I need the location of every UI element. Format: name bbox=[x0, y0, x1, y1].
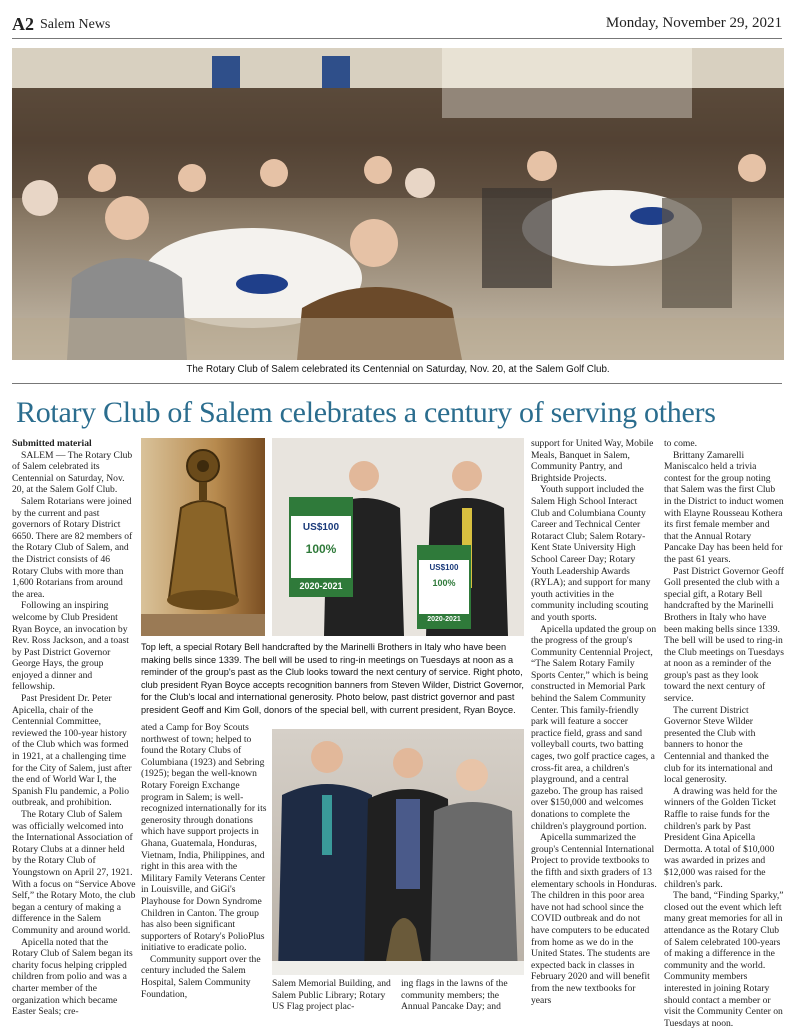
banquet-photo-art bbox=[12, 48, 784, 360]
article-paragraph: Past President Dr. Peter Apicella, chair of the Centennial Committee, reviewed the 100-year history of the Club which was formed in 1921, at a challenging time for the City of Salem, just after the end of World War I, the Spanish Flu pandemic, a Polio outbreak, and prohibition. bbox=[12, 693, 132, 809]
article-paragraph: Brittany Zamarelli Maniscalco held a trivia contest for the group noting that Salem was the first Club in the District to induct women with Elayne Rousseau Kothera its first female member and that the Annual Rotary Pancake Day has been held for the past 61 years. bbox=[664, 449, 784, 565]
article-paragraph: Community support over the century included the Salem Hospital, Salem Community Foundation, bbox=[141, 953, 261, 1000]
article-paragraph: SALEM — The Rotary Club of Salem celebrated its Centennial on Saturday, Nov. 20, at the Salem Golf Club. bbox=[12, 449, 133, 496]
article-column-6 bbox=[664, 438, 784, 1029]
article-paragraph: Past District Governor Geoff Goll presented the club with a special gift, a Rotary Bell handcrafted by the Marinelli Brothers in Italy who have been making bells since 1339. The bell will be used to ring-in the Club meetings on Tuesdays at noon as a reminder of the group's past as they look toward the next century of service. bbox=[664, 565, 784, 705]
page-number: A2 bbox=[12, 14, 34, 34]
article-column-5 bbox=[531, 438, 657, 1006]
banner-right-amount: US$100 bbox=[429, 563, 459, 572]
banner-presentation-art bbox=[272, 438, 524, 636]
article-column-3 bbox=[272, 978, 398, 1013]
goll-boyce-art bbox=[272, 729, 524, 975]
banner-right-years: 2020-2021 bbox=[427, 616, 461, 623]
article-column-2 bbox=[141, 722, 267, 1000]
article-paragraph: The current District Governor Steve Wilder presented the Club with banners to honor the Centennial and thanked the club for its international and local generosity. bbox=[664, 704, 773, 786]
banner-left-years: 2020-2021 bbox=[299, 581, 343, 591]
issue-date: Monday, November 29, 2021 bbox=[605, 15, 782, 31]
top-photo-caption: The Rotary Club of Salem celebrated its Centennial on Saturday, Nov. 20, at the Salem Golf Club. bbox=[186, 364, 610, 375]
article-paragraph: Following an inspiring welcome by Club President Ryan Boyce, an invocation by Rev. Ross Jackson, and a toast by Past District Governor George Hays, the group enjoyed a dinner and fellowship. bbox=[12, 600, 129, 693]
banner-left-percent: 100% bbox=[305, 542, 337, 556]
article-paragraph: to come. bbox=[664, 438, 698, 449]
article-paragraph: support for United Way, Mobile Meals, Banquet in Salem, Community Pantry, and Brightside Projects. bbox=[531, 438, 654, 484]
article-paragraph: ated a Camp for Boy Scouts northwest of town; helped to found the Rotary Clubs of Columbiana (1923) and Sebring (1925); began the well-known Rotary Foreign Exchange program in Salem; is well-recognized internationally for its generosity through donations which have support projects in Ghana, Guatemala, Honduras, Vietnam, India, Philippines, and right in this area with the Military Family Veterans Center in Louisville, and GiGi's Playhouse for Down Syndrome Children in Canton. The group has also been significant supporters of Rotary's PolioPlus initiative to eradicate polio. bbox=[141, 722, 267, 954]
article-paragraph: The Rotary Club of Salem was officially welcomed into the International Association of Rotary Clubs at a dinner held by the Rotary Club of Youngstown on April 27, 1921. With a focus on “Service Above Self,” the Rotary Moto, the club began a century of making a difference in the Salem Community and around world. bbox=[12, 809, 136, 936]
article-column-4 bbox=[401, 978, 525, 1013]
article-paragraph: ing flags in the lawns of the community members; the Annual Pancake Day; and bbox=[401, 978, 508, 1013]
masthead-rule bbox=[12, 38, 782, 39]
photo-caption: Top left, a special Rotary Bell handcrafted by the Marinelli Brothers in Italy who have been making bells since 1339. The bell will be used to ring-in meetings on Tuesdays at noon as a reminder of the group's past as the Club looks toward the next century of service. Right photo, club president Ryan Boyce accepts recognition banners from Steven Wilder, District Governor, for the Club's local and international generosity. Photo below, past district governor and past president Geoff and Kim Goll, donors of the special bell, with current president, Ryan Boyce. bbox=[141, 642, 524, 715]
banner-left-amount: US$100 bbox=[302, 522, 340, 533]
article-paragraph: A drawing was held for the winners of the Golden Ticket Raffle to raise funds for the children's park by Past President Gina Apicella Dermotta. A total of $10,000 was awarded in prizes and $12,000 was raised for the children's park. bbox=[664, 785, 778, 890]
publication-name: Salem News bbox=[40, 17, 111, 32]
banner-right-percent: 100% bbox=[432, 578, 456, 588]
article-paragraph: Apicella summarized the group's Centennial International Project to provide textbooks to the fifth and sixth graders of 13 elementary schools in Honduras. The children in this poor area have not had school since the COVID outbreak and do not have computers to be educated from home as we do in the United States. The students are expected back in classes in February 2020 and will benefit from the new textbooks for years bbox=[531, 832, 657, 1006]
goll-boyce-photo bbox=[272, 729, 524, 975]
article-paragraph: Apicella updated the group on the progress of the group's Community Centennial Project, “The Salem Rotary Family Sports Center,” which is being constructed in Memorial Park behind the Salem Community Center. This family-friendly park will feature a soccer practice field, grass and sand volleyball courts, two batting cages, two golf practice cages, a cross-fit area, a children's playground, and a central gazebo. The group has raised over $150,000 and welcomes donations to complete the children's playground portion. bbox=[531, 623, 657, 832]
article-paragraph: Youth support included the Salem High School Interact Club and Columbiana County Career and Technical Center Rotaract Club; Salem Rotary-Kent State University High School Career Day; Rotary Youth Leadership Awards (RYLA); and support for many youth activities in the community including scouting and youth sports. bbox=[531, 484, 651, 623]
article-column-1 bbox=[12, 438, 136, 1018]
article-paragraph: Apicella noted that the Rotary Club of Salem began its charity focus helping crippled children from polio and was a charter member of the organization which became Easter Seals; cre- bbox=[12, 936, 133, 1018]
article-paragraph: Salem Memorial Building, and Salem Public Library; Rotary US Flag project plac- bbox=[272, 978, 391, 1013]
masthead bbox=[12, 12, 782, 36]
article-kicker: Submitted material bbox=[12, 438, 92, 449]
article-paragraph: Salem Rotarians were joined by the current and past governors of Rotary District 6650. There are 82 members of the Rotary Club of Salem, and the District consists of 46 Rotary Clubs with more than 1,600 Rotarians from around the area. bbox=[12, 495, 133, 600]
article-headline: Rotary Club of Salem celebrates a century of serving others bbox=[16, 396, 716, 429]
rotary-bell-image bbox=[141, 438, 265, 636]
bell-photo bbox=[141, 438, 265, 636]
banner-presentation-photo bbox=[272, 438, 524, 636]
article-paragraph: The band, “Finding Sparky,” closed out the event which left many great memories for all in attendance as the Rotary Club of Salem celebrated 100-years of making a difference in the community and the world. Community members interested in joining Rotary should contact a member or visit the Community Center on Tuesdays at noon. bbox=[664, 890, 784, 1029]
section-rule bbox=[12, 383, 782, 384]
banquet-photo bbox=[12, 48, 784, 360]
